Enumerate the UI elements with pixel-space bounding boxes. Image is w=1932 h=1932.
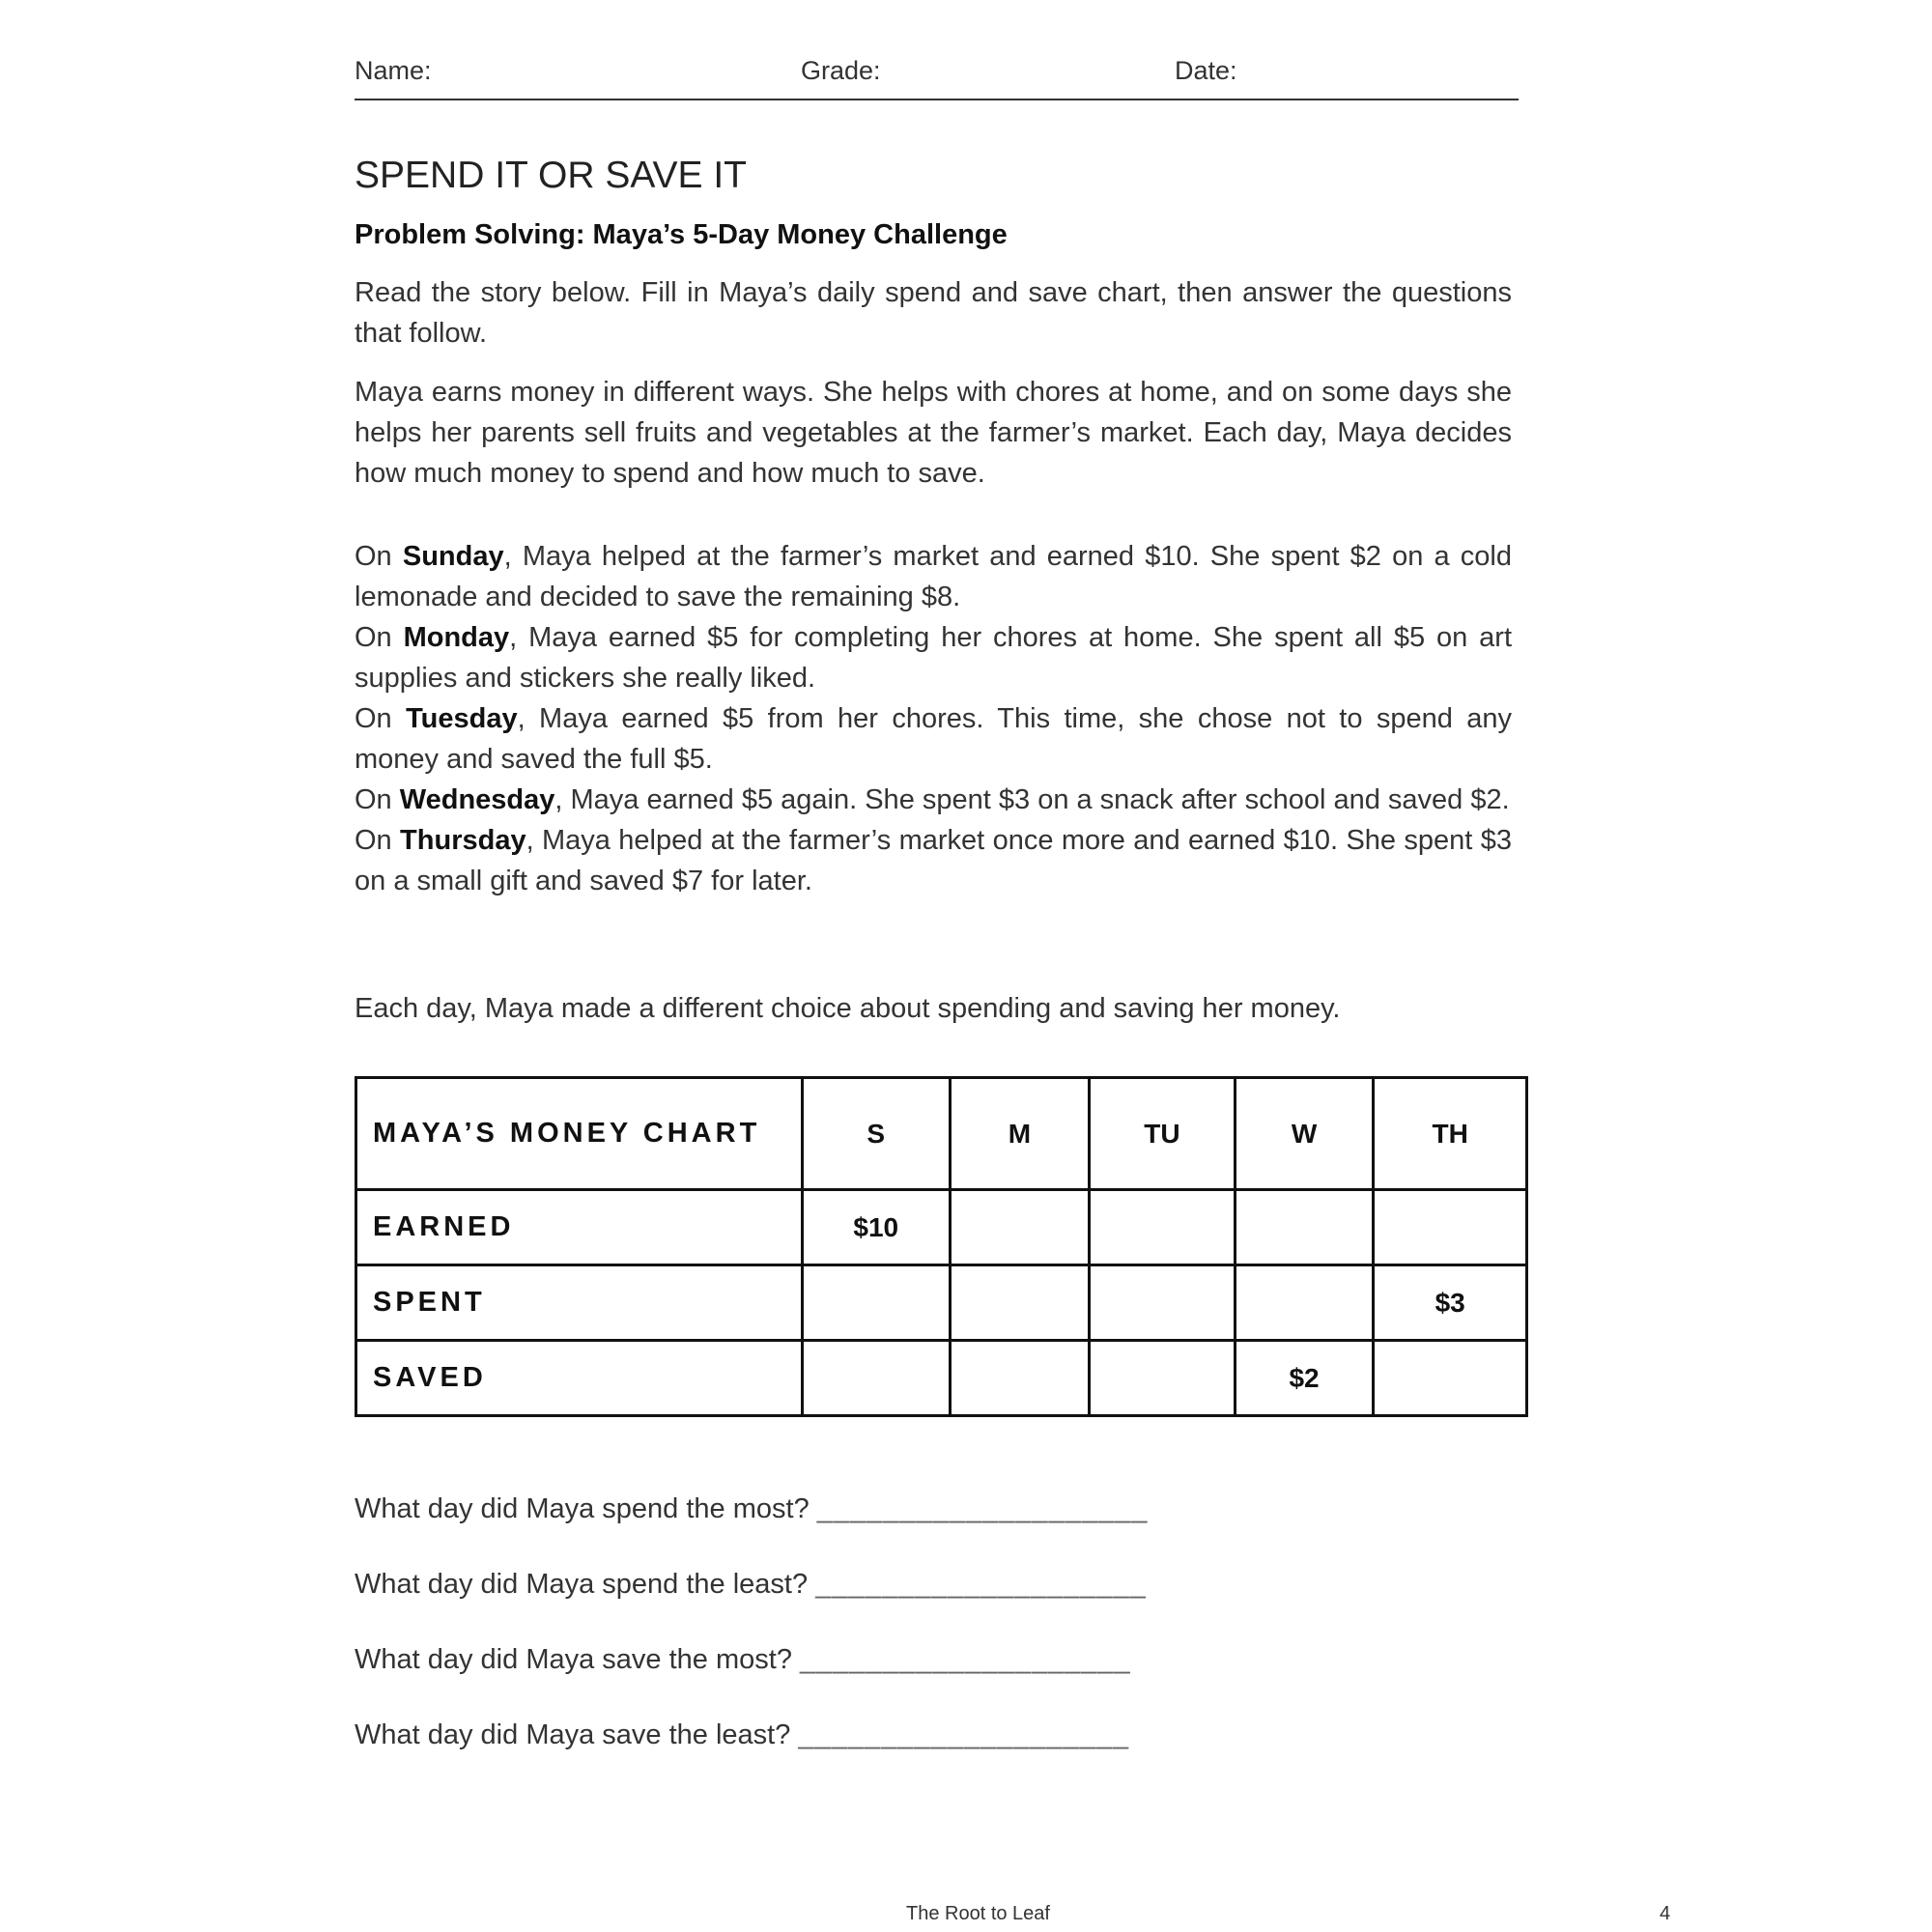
story-line: On Wednesday, Maya earned $5 again. She spent $3 on a snack after school and saved $2. — [355, 784, 1510, 815]
closing-paragraph: Each day, Maya made a different choice about spending and saving her money. — [355, 993, 1341, 1024]
story-line: On Monday, Maya earned $5 for completing her chores at home. She spent all $5 on art supplies and stickers she really liked. — [355, 622, 1512, 694]
answer-blank[interactable]: ____________________ — [798, 1719, 1129, 1750]
answer-blank[interactable]: ____________________ — [815, 1569, 1147, 1600]
chart-cell[interactable] — [1374, 1341, 1527, 1416]
chart-cell[interactable]: $2 — [1235, 1341, 1374, 1416]
grade-label[interactable]: Grade: — [801, 56, 881, 85]
question-item — [355, 1493, 1148, 1525]
student-info-header — [355, 54, 1519, 100]
page-number: 4 — [1660, 1903, 1671, 1924]
chart-cell[interactable] — [1235, 1265, 1374, 1341]
chart-cell[interactable]: $3 — [1374, 1265, 1527, 1341]
name-label[interactable]: Name: — [355, 56, 432, 85]
question-item — [355, 1569, 1147, 1601]
day-header-cell: S — [802, 1078, 950, 1190]
footer-brand: The Root to Leaf — [906, 1903, 1050, 1924]
chart-cell[interactable] — [1090, 1341, 1236, 1416]
intro-paragraph: Maya earns money in different ways. She helps with chores at home, and on some days she helps her parents sell fruits and vegetables at the farmer’s market. Each day, Maya decides how much money to spend and how much to save. — [355, 377, 1512, 489]
chart-header-row — [356, 1078, 1527, 1190]
question-text: What day did Maya spend the most? — [355, 1493, 810, 1524]
chart-cell[interactable] — [950, 1341, 1090, 1416]
chart-cell[interactable] — [802, 1341, 950, 1416]
question-item — [355, 1644, 1131, 1676]
day-header-cell: TH — [1374, 1078, 1527, 1190]
money-chart-table — [355, 1076, 1528, 1417]
row-label: EARNED — [356, 1190, 803, 1265]
story-line: On Thursday, Maya helped at the farmer’s market once more and earned $10. She spent $3 on a small gift and saved $7 for later. — [355, 825, 1512, 896]
day-header-cell: W — [1235, 1078, 1374, 1190]
question-text: What day did Maya spend the least? — [355, 1569, 809, 1600]
date-label[interactable]: Date: — [1175, 56, 1237, 85]
chart-cell[interactable] — [950, 1265, 1090, 1341]
chart-cell[interactable] — [950, 1190, 1090, 1265]
question-item — [355, 1719, 1129, 1751]
worksheet-title: SPEND IT OR SAVE IT — [355, 155, 747, 196]
row-label: SPENT — [356, 1265, 803, 1341]
story-line: On Tuesday, Maya earned $5 from her chores. This time, she chose not to spend any money and saved the full $5. — [355, 703, 1513, 775]
answer-blank[interactable]: ____________________ — [800, 1644, 1131, 1675]
chart-cell[interactable] — [1090, 1265, 1236, 1341]
chart-cell[interactable] — [1235, 1190, 1374, 1265]
question-text: What day did Maya save the least? — [355, 1719, 791, 1750]
day-header-cell: M — [950, 1078, 1090, 1190]
chart-cell[interactable] — [1090, 1190, 1236, 1265]
story-line: On Sunday, Maya helped at the farmer’s market and earned $10. She spent $2 on a cold lemonade and decided to save the remaining $8. — [355, 541, 1512, 612]
chart-title-cell: MAYA’S MONEY CHART — [356, 1078, 803, 1190]
chart-row-saved — [356, 1341, 1527, 1416]
story-section — [355, 536, 1512, 901]
answer-blank[interactable]: ____________________ — [816, 1493, 1149, 1524]
chart-row-earned — [356, 1190, 1527, 1265]
row-label: SAVED — [356, 1341, 803, 1416]
question-text: What day did Maya save the most? — [355, 1644, 792, 1675]
chart-row-spent — [356, 1265, 1527, 1341]
worksheet-subtitle: Problem Solving: Maya’s 5-Day Money Challenge — [355, 219, 1008, 250]
instructions-paragraph: Read the story below. Fill in Maya’s daily spend and save chart, then answer the questions that follow. — [355, 277, 1512, 349]
day-header-cell: TU — [1090, 1078, 1236, 1190]
chart-cell[interactable]: $10 — [802, 1190, 950, 1265]
chart-cell[interactable] — [802, 1265, 950, 1341]
chart-cell[interactable] — [1374, 1190, 1527, 1265]
